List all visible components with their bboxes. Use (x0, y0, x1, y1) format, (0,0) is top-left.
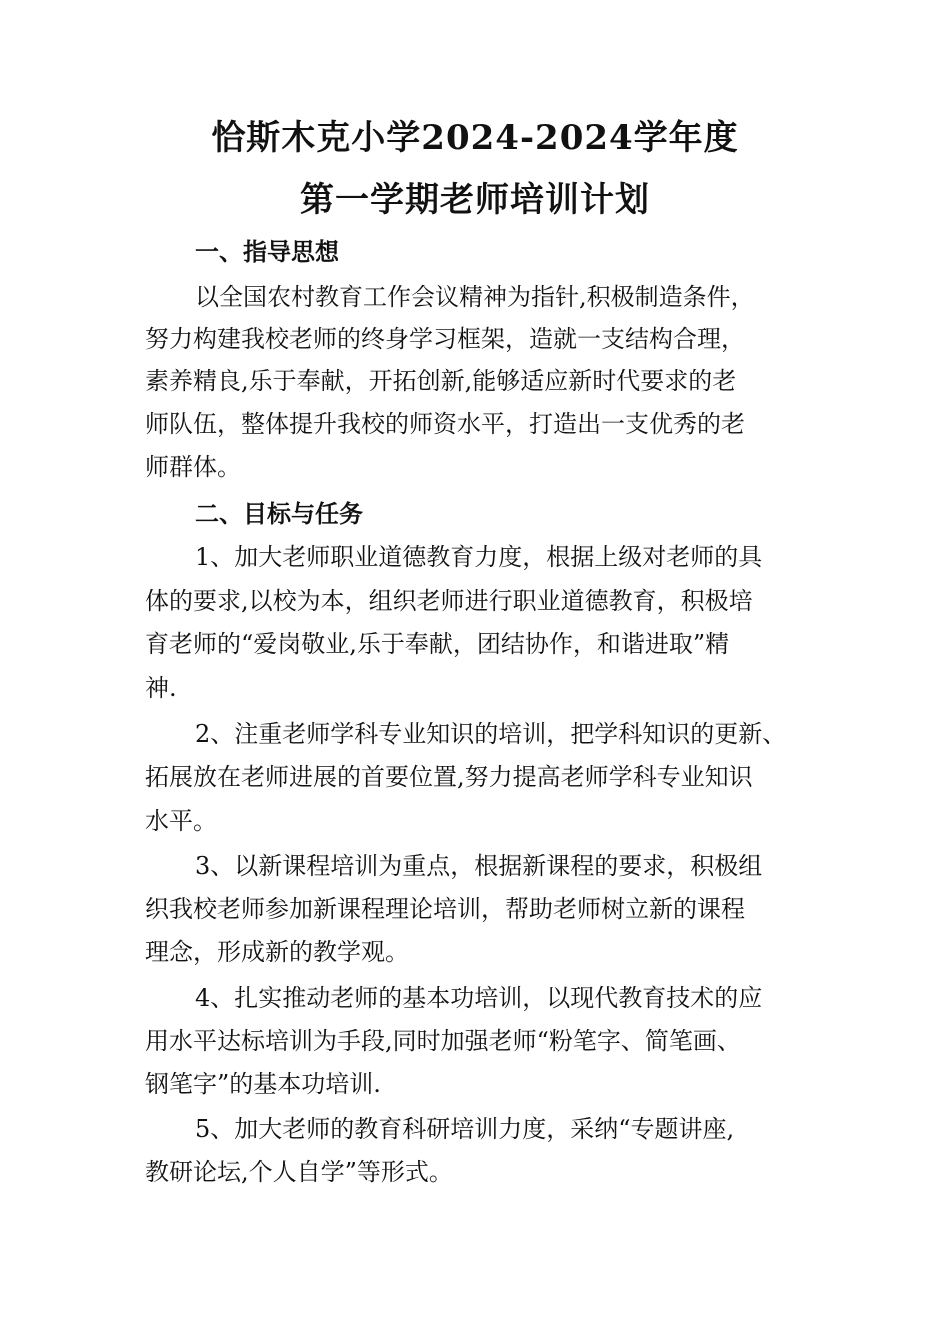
paragraph-line: 理念，形成新的教学观。 (145, 938, 409, 966)
paragraph-line: 钢笔字”的基本功培训. (145, 1070, 381, 1098)
paragraph-line: 1、加大老师职业道德教育力度，根据上级对老师的具 (195, 543, 763, 571)
paragraph-line: 5、加大老师的教育科研培训力度，采纳“专题讲座, (195, 1115, 735, 1143)
paragraph-line: 体的要求,以校为本，组织老师进行职业道德教育，积极培 (145, 587, 753, 615)
paragraph-line: 神. (145, 674, 177, 702)
section1-heading: 一、指导思想 (195, 237, 339, 266)
paragraph-line: 织我校老师参加新课程理论培训，帮助老师树立新的课程 (145, 895, 745, 923)
paragraph-line: 4、扎实推动老师的基本功培训，以现代教育技术的应 (195, 984, 763, 1012)
paragraph-line: 2、注重老师学科专业知识的培训，把学科知识的更新、 (195, 720, 787, 748)
paragraph-line: 3、以新课程培训为重点，根据新课程的要求，积极组 (195, 852, 763, 880)
paragraph-line: 素养精良,乐于奉献，开拓创新,能够适应新时代要求的老 (145, 367, 737, 395)
paragraph-line: 教研论坛,个人自学”等形式。 (145, 1158, 453, 1186)
paragraph-line: 拓展放在老师进展的首要位置,努力提高老师学科专业知识 (145, 763, 753, 791)
document-title-line2: 第一学期老师培训计划 (300, 180, 650, 220)
paragraph-line: 用水平达标培训为手段,同时加强老师“粉笔字、简笔画、 (145, 1027, 741, 1055)
paragraph-line: 师队伍，整体提升我校的师资水平，打造出一支优秀的老 (145, 410, 745, 438)
section2-heading: 二、目标与任务 (195, 499, 363, 528)
paragraph-line: 育老师的“爱岗敬业,乐于奉献，团结协作，和谐进取”精 (145, 630, 730, 658)
document-title-line1: 恰斯木克小学2024-2024学年度 (211, 118, 739, 158)
paragraph-line: 水平。 (145, 807, 217, 835)
paragraph-line: 师群体。 (145, 453, 241, 481)
paragraph-line: 以全国农村教育工作会议精神为指针,积极制造条件， (195, 283, 755, 311)
paragraph-line: 努力构建我校老师的终身学习框架，造就一支结构合理， (145, 325, 745, 353)
